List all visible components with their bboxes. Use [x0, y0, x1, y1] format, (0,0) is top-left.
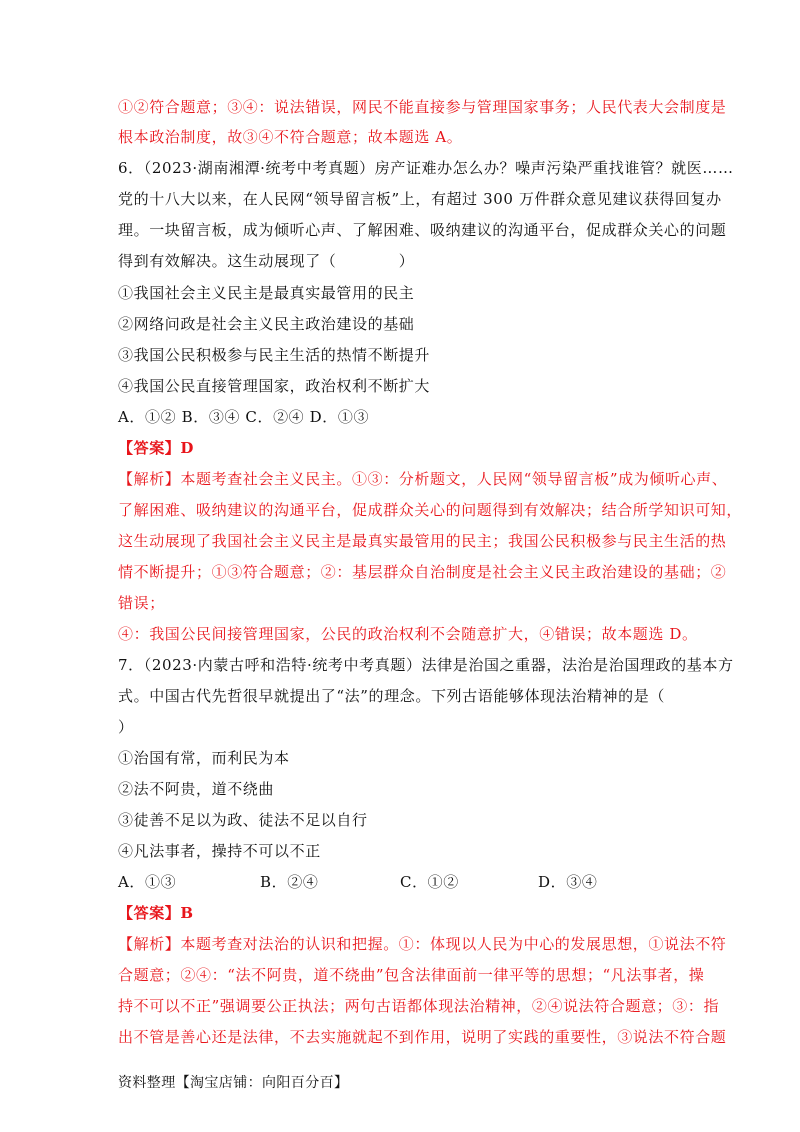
page-footer: 资料整理【淘宝店铺：向阳百分百】: [118, 1075, 349, 1091]
q7-stem-line-2: 式。中国古代先哲很早就提出了“法”的理念。下列古语能够体现法治精神的是（: [118, 687, 665, 705]
q6-analysis-line-2: 了解困难、吸纳建议的沟通平台，促成群众关心的问题得到有效解决；结合所学知识可知，: [118, 501, 743, 519]
q7-option-a: A．①③: [118, 873, 177, 891]
q7-statement-2: ②法不阿贵，道不绕曲: [118, 780, 275, 798]
q7-option-d: D．③④: [538, 873, 598, 891]
q7-option-c: C．①②: [400, 873, 459, 891]
q7-analysis-line-4: 出不管是善心还是法律，不去实施就起不到作用，说明了实践的重要性，③说法不符合题: [118, 1028, 727, 1046]
q6-statement-2: ②网络问政是社会主义民主政治建设的基础: [118, 315, 415, 333]
q7-stem-line-3: ）: [118, 718, 134, 736]
q7-options: [118, 872, 678, 892]
q7-analysis-line-1: 【解析】本题考查对法治的认识和把握。①：体现以人民为中心的发展思想，①说法不符: [118, 935, 727, 953]
q6-stem-line-3: 理。一块留言板，成为倾听心声、了解困难、吸纳建议的沟通平台，促成群众关心的问题: [118, 221, 727, 239]
q6-stem-line-2: 党的十八大以来，在人民网“领导留言板”上，有超过 300 万件群众意见建议获得回复办: [118, 190, 722, 208]
q7-statement-1: ①治国有常，而利民为本: [118, 749, 290, 767]
q6-statement-3: ③我国公民积极参与民主生活的热情不断提升: [118, 346, 431, 364]
q6-stem-line-4: 得到有效解决。这生动展现了（ ）: [118, 252, 415, 270]
q6-analysis-line-4: 情不断提升；①③符合题意；②：基层群众自治制度是社会主义民主政治建设的基础；②: [118, 563, 727, 581]
q6-statement-4: ④我国公民直接管理国家，政治权利不断扩大: [118, 377, 431, 395]
q7-statement-3: ③徒善不足以为政、徒法不足以自行: [118, 811, 368, 829]
q6-options: A．①② B．③④ C．②④ D．①③: [118, 408, 370, 426]
q6-answer: 【答案】D: [118, 439, 195, 457]
prev-analysis-line-1: ①②符合题意；③④：说法错误，网民不能直接参与管理国家事务；人民代表大会制度是: [118, 98, 727, 116]
q6-analysis-line-5: 错误；: [118, 594, 165, 612]
q7-analysis-line-3: 持不可以不正”强调要公正执法；两句古语都体现法治精神，②④说法符合题意；③：指: [118, 997, 720, 1015]
q7-answer: 【答案】B: [118, 904, 194, 922]
q7-statement-4: ④凡法事者，操持不可以不正: [118, 842, 321, 860]
q7-option-b: B．②④: [260, 873, 319, 891]
q6-analysis-line-6: ④：我国公民间接管理国家，公民的政治权利不会随意扩大，④错误；故本题选 D。: [118, 625, 698, 643]
q7-stem-line-1: 7．（2023·内蒙古呼和浩特·统考中考真题）法律是治国之重器，法治是治国理政的基本方: [118, 656, 734, 674]
q6-stem-line-1: 6．（2023·湖南湘潭·统考中考真题）房产证难办怎么办？噪声污染严重找谁管？就医……: [118, 159, 734, 177]
q6-statement-1: ①我国社会主义民主是最真实最管用的民主: [118, 284, 415, 302]
q6-analysis-line-3: 这生动展现了我国社会主义民主是最真实最管用的民主；我国公民积极参与民主生活的热: [118, 532, 727, 550]
q7-analysis-line-2: 合题意；②④：“法不阿贵，道不绕曲”包含法律面前一律平等的思想；“凡法事者，操: [118, 966, 705, 984]
q6-analysis-line-1: 【解析】本题考查社会主义民主。①③：分析题文，人民网“领导留言板”成为倾听心声、: [118, 470, 728, 488]
prev-analysis-line-2: 根本政治制度，故③④不符合题意；故本题选 A。: [118, 128, 463, 146]
